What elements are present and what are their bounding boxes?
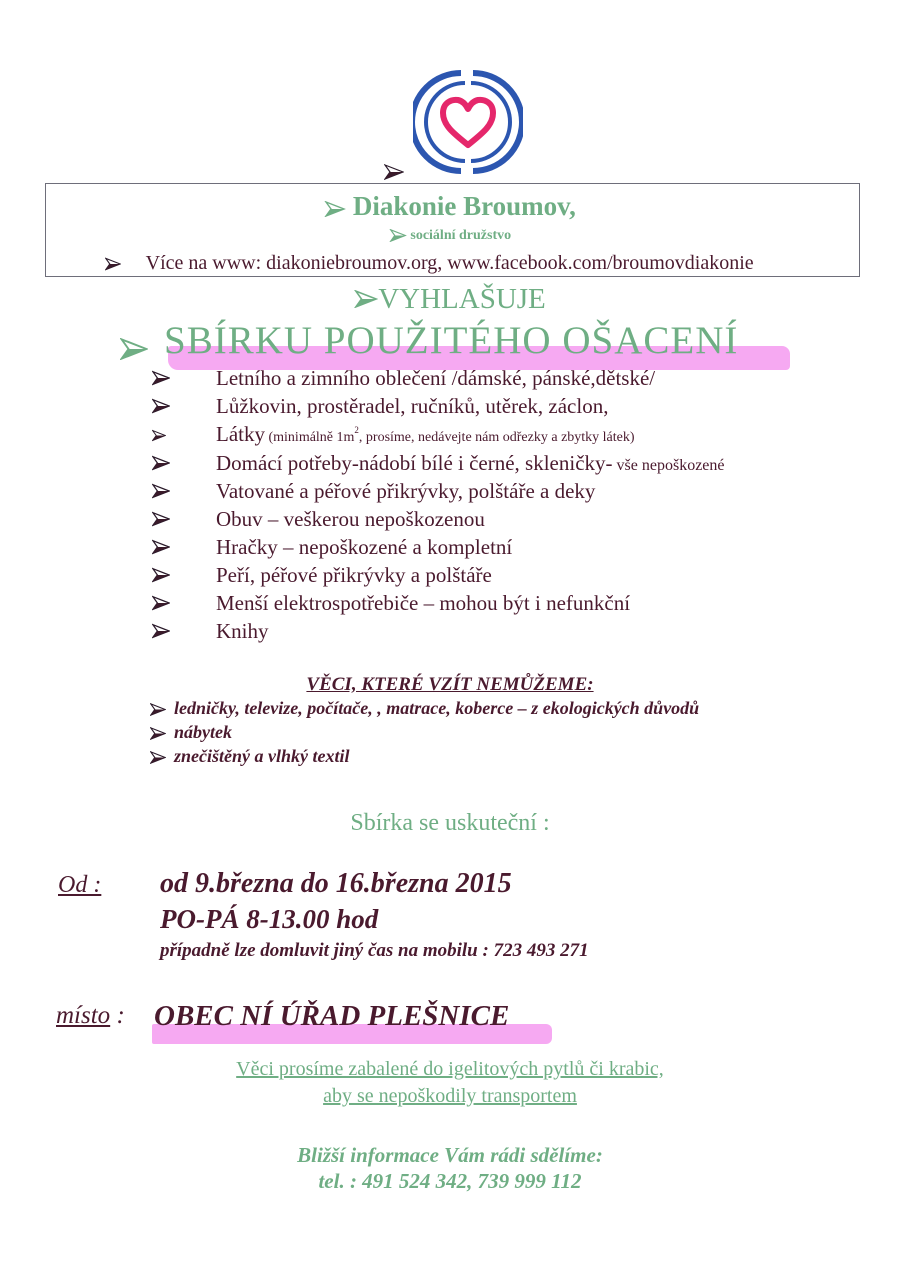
list-item-text: Letního a zimního oblečení /dámské, pánské,dětské/ <box>216 366 656 390</box>
collection-hours: PO-PÁ 8-13.00 hod <box>160 904 379 934</box>
announce-heading <box>0 283 900 316</box>
bullet-arrow-icon <box>152 483 170 499</box>
bullet-arrow-icon <box>152 623 170 639</box>
announce-text: VYHLAŠUJE <box>378 283 546 315</box>
bullet-arrow-icon <box>105 257 121 271</box>
list-item-sup: 2 <box>354 425 359 435</box>
place-label-colon: : <box>110 1002 125 1029</box>
bullet-arrow-icon <box>120 338 148 360</box>
not-accepted-item <box>150 746 349 767</box>
collection-note: případně lze domluvit jiný čas na mobilu : 723 493 271 <box>160 940 589 961</box>
list-item-note: (minimálně 1m <box>264 430 355 445</box>
bullet-arrow-icon <box>152 539 170 555</box>
bullet-arrow-icon <box>150 703 166 716</box>
bullet-arrow-icon <box>384 164 404 180</box>
contact-info-line1: Bližší informace Vám rádi sdělíme: <box>297 1143 603 1167</box>
bullet-arrow-icon <box>389 229 407 242</box>
not-accepted-item-text: znečištěný a vlhký textil <box>174 746 350 766</box>
packing-note-line2: aby se nepoškodily transportem <box>323 1085 577 1107</box>
org-subtitle-text: sociální družstvo <box>410 228 512 243</box>
bullet-arrow-icon <box>152 429 166 442</box>
list-item-text: Peří, péřové přikrývky a polštáře <box>216 563 492 587</box>
bullet-arrow-icon <box>150 751 166 764</box>
bullet-arrow-icon <box>152 595 170 611</box>
od-label: Od : <box>58 872 102 898</box>
list-item-text <box>216 422 635 447</box>
place-label-text: místo <box>56 1002 111 1029</box>
list-item-text: Vatované a péřové přikrývky, polštáře a deky <box>216 479 596 503</box>
org-name-text: Diakonie Broumov, <box>352 191 576 221</box>
bullet-arrow-icon <box>152 398 170 414</box>
not-accepted-item <box>150 722 232 743</box>
page-title <box>120 318 738 363</box>
not-accepted-item-text: nábytek <box>174 722 232 742</box>
list-item-text: Menší elektrospotřebiče – mohou být i nefunkční <box>216 591 631 615</box>
org-name <box>0 191 900 222</box>
list-item-note: vše nepoškozené <box>612 457 725 474</box>
when-title: Sbírka se uskuteční : <box>350 810 550 836</box>
list-item-text: Knihy <box>216 619 269 643</box>
list-item-text: Obuv – veškerou nepoškozenou <box>216 507 485 531</box>
contact-phone: tel. : 491 524 342, 739 999 112 <box>318 1169 582 1193</box>
bullet-arrow-icon <box>354 290 378 308</box>
bullet-arrow-icon <box>150 727 166 740</box>
list-item-main: Látky <box>216 422 265 446</box>
bullet-arrow-icon <box>152 370 170 386</box>
place-value: OBEC NÍ ÚŘAD PLEŠNICE <box>154 1000 510 1032</box>
list-item-text <box>216 451 725 476</box>
bullet-arrow-icon <box>152 455 170 471</box>
packing-note-line1: Věci prosíme zabalené do igelitových pytlů či krabic, <box>236 1058 664 1080</box>
not-accepted-title: VĚCI, KTERÉ VZÍT NEMŮŽEME: <box>306 674 594 695</box>
bullet-arrow-icon <box>324 201 346 217</box>
org-subtitle <box>0 228 900 244</box>
not-accepted-item-text: ledničky, televize, počítače, , matrace, koberce – z ekologických důvodů <box>174 698 700 718</box>
not-accepted-item <box>150 698 699 719</box>
list-item-text: Hračky – nepoškozené a kompletní <box>216 535 513 559</box>
bullet-arrow-icon <box>152 567 170 583</box>
place-label <box>56 1002 125 1030</box>
title-text: SBÍRKU POUŽITÉHO OŠACENÍ <box>164 319 739 362</box>
collection-dates: od 9.března do 16.března 2015 <box>160 868 512 899</box>
list-item-main: Domácí potřeby-nádobí bílé i černé, skleničky- <box>216 451 613 475</box>
list-item-text: Lůžkovin, prostěradel, ručníků, utěrek, záclon, <box>216 394 609 418</box>
bullet-arrow-icon <box>152 511 170 527</box>
web-links-text[interactable]: Více na www: diakoniebroumov.org, www.facebook.com/broumovdiakonie <box>145 252 754 274</box>
diakonie-logo-icon <box>413 67 523 177</box>
list-item-note2: , prosíme, nedávejte nám odřezky a zbytky látek) <box>358 430 635 445</box>
web-links <box>105 252 754 275</box>
